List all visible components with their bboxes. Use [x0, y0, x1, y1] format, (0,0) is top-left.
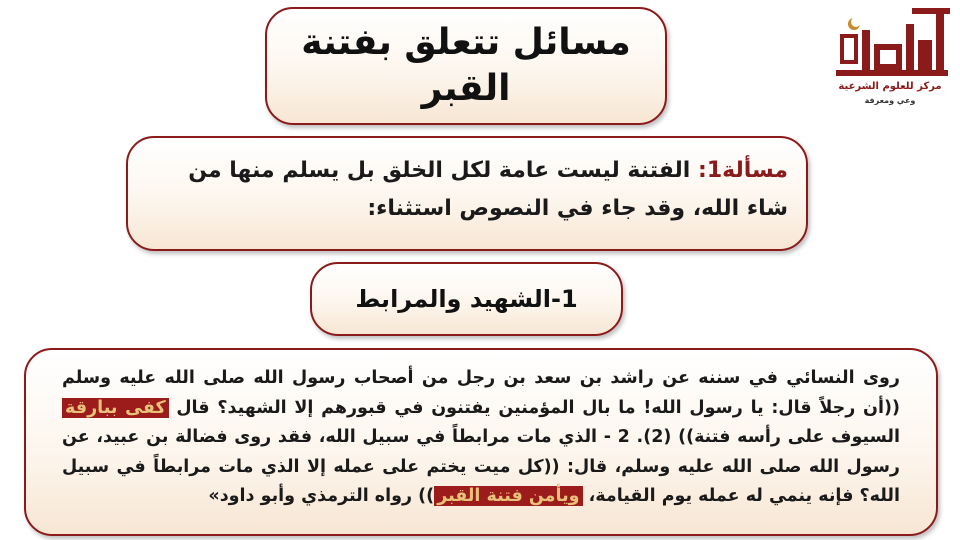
title-box [265, 7, 667, 125]
body-box [24, 348, 938, 536]
question-body: الفتنة ليست عامة لكل الخلق بل يسلم منها من شاء الله، وقد جاء في النصوص استثناء: [188, 158, 788, 221]
body-part-3: )) رواه الترمذي وأبو داود» [208, 486, 435, 506]
body-part-2: السيوف على رأسه فتنة)) (2). 2 - الذي مات مرابطاً في سبيل الله، فقد روى فضالة بن عبيد، عن رسول الله صلى الله عليه وسلم، قال: ((كل ميت يختم على عمله إلا الذي مات مرابطاً في سبيل الله؟ فإنه ينمي له عمله يوم القيامة، [62, 427, 901, 506]
body-text [62, 364, 900, 512]
subheading: 1-الشهيد والمرابط [355, 285, 578, 313]
logo-caption [832, 80, 948, 108]
subheading-box [310, 262, 623, 336]
highlight-2: ويأمن فتنة القبر [434, 486, 582, 506]
question-text [146, 152, 788, 228]
question-label: مسألة1: [698, 158, 788, 183]
page-title: مسائل تتعلق بفتنة القبر [301, 22, 631, 109]
question-box [126, 136, 808, 251]
logo-tagline: وعي ومعرفة [864, 96, 916, 105]
logo-caption-text: مركز للعلوم الشرعية [838, 81, 942, 92]
body-part-1: روى النسائي في سننه عن راشد بن سعد بن رجل من أصحاب رسول الله صلى الله عليه وسلم ((أن رجلاً قال: يا رسول الله! ما بال المؤمنين يفتنون في قبورهم إلا الشهيد؟ قال [62, 368, 900, 418]
highlight-1: كفى ببارقة [62, 398, 169, 418]
